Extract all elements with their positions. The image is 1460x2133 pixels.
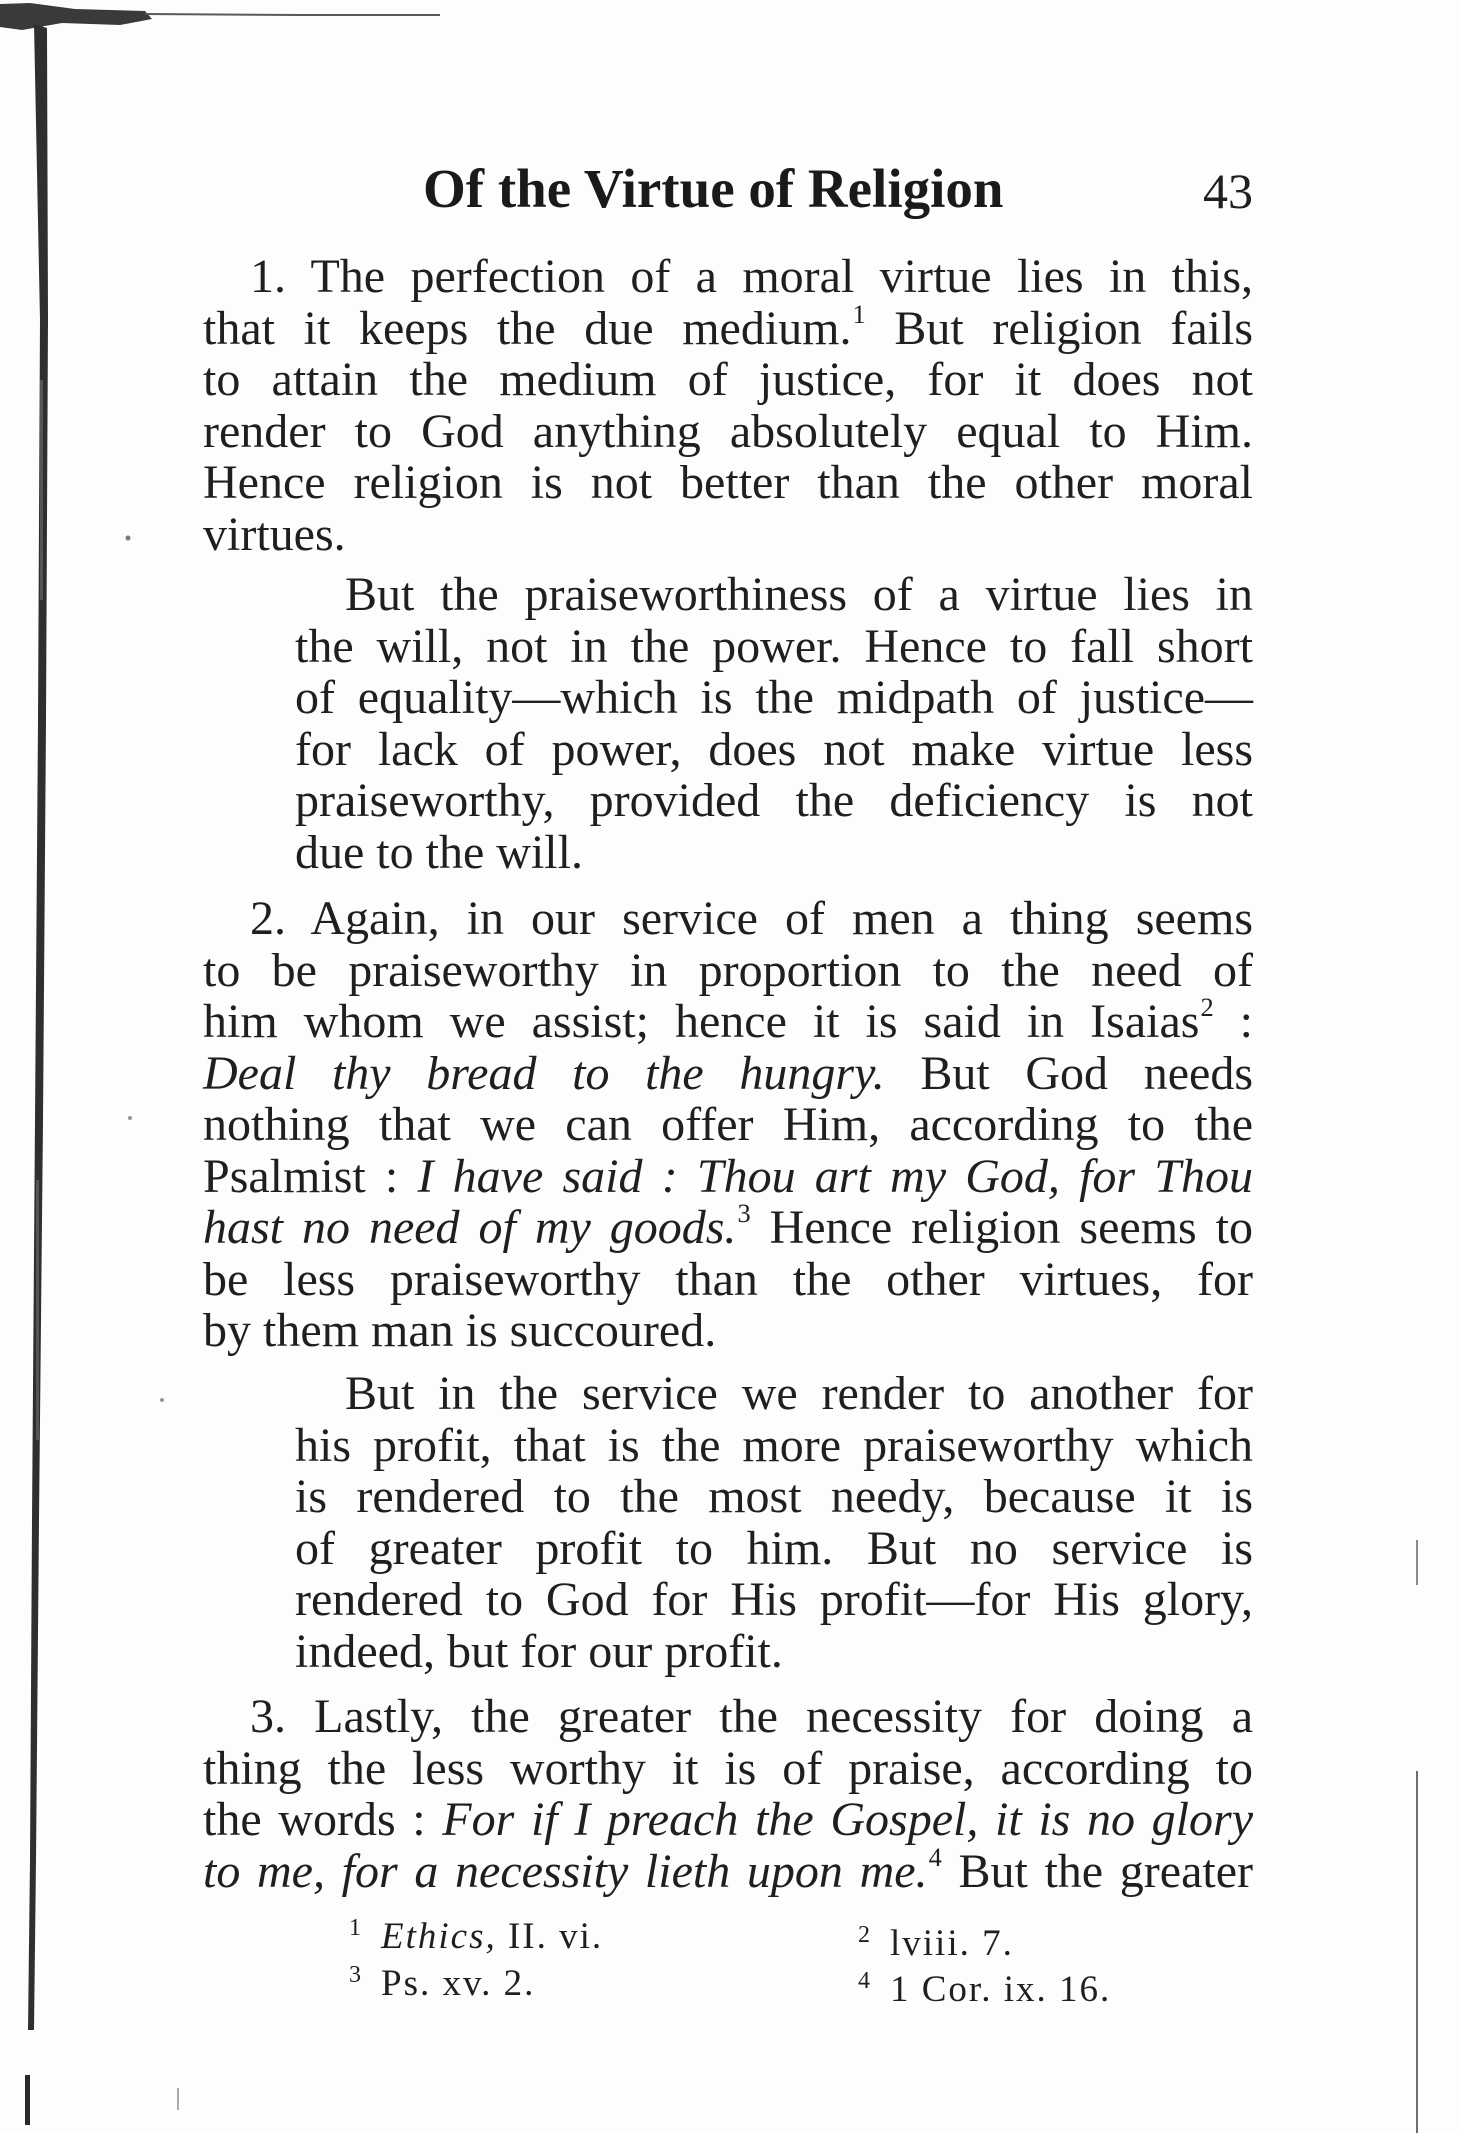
line-text: for lack of power, does not make virtue less [295, 722, 1253, 776]
line-text: 1. The perfection of a moral virtue lies in this, [250, 250, 1253, 303]
line-text: Psalmist : [203, 1149, 418, 1203]
text-line [295, 724, 1253, 776]
footnote-4 [858, 1968, 1111, 2016]
line-text: to attain the medium of justice, for it does not [203, 353, 1253, 406]
footnote-marker: 2 [858, 1922, 870, 1948]
footnote-ref-4: 4 [928, 1841, 942, 1872]
line-text: But religion fails [865, 301, 1253, 355]
scan-speck [177, 2088, 179, 2110]
footnote-1 [349, 1915, 603, 1963]
line-text: thing the less worthy it is of praise, according to [203, 1741, 1253, 1795]
line-text: his profit, that is the more praiseworthy which [295, 1418, 1253, 1472]
edge-line-right [1416, 1771, 1418, 2133]
binding-edge-shadow [40, 380, 43, 600]
text-line [203, 945, 1253, 997]
text-line [295, 1574, 1253, 1626]
reply-2-paragraph [295, 1368, 1253, 1677]
text-line [203, 893, 1253, 945]
line-text: of greater profit to him. But no service is [295, 1521, 1253, 1575]
footnote-marker: 3 [349, 1962, 361, 1988]
line-text: that it keeps the due medium. [203, 301, 852, 355]
line-text: But in the service we render to another for [345, 1367, 1253, 1420]
page-number: 43 [1203, 163, 1253, 219]
text-line [295, 1368, 1253, 1420]
footnote-ref-3: 3 [737, 1198, 751, 1229]
text-line [203, 1691, 1253, 1743]
footnote-text: lviii. 7. [890, 1923, 1014, 1964]
line-text: virtues. [203, 507, 346, 561]
line-text: But the greater [941, 1844, 1253, 1898]
text-line [203, 1305, 1253, 1357]
footnote-3 [349, 1962, 535, 2010]
text-line [203, 1099, 1253, 1151]
text-line [295, 672, 1253, 724]
page-edge-top-corner [0, 3, 152, 30]
italic-quotation: to me, for a necessity lieth upon me. [203, 1844, 928, 1898]
scan-speck [128, 1116, 132, 1120]
italic-quotation: Deal thy bread to the hungry. [203, 1046, 885, 1100]
text-line [295, 827, 1253, 879]
text-line [295, 775, 1253, 827]
footnote-text: 1 Cor. ix. 16. [890, 1969, 1112, 2010]
footnote-2 [858, 1922, 1014, 1970]
line-text: by them man is succoured. [203, 1304, 717, 1357]
line-text: due to the will. [295, 825, 583, 879]
text-line [295, 621, 1253, 673]
line-text: is rendered to the most needy, because it is [295, 1470, 1253, 1523]
binding-edge-shadow [36, 1180, 39, 1440]
text-line [203, 406, 1253, 458]
text-line [203, 509, 1253, 561]
text-line [295, 1626, 1253, 1678]
footnote-text: Ps. xv. 2. [381, 1963, 536, 2004]
line-text: to be praiseworthy in proportion to the need of [203, 943, 1253, 997]
line-text: of equality—which is the midpath of justice— [295, 671, 1253, 724]
text-line [203, 1151, 1253, 1203]
line-text: rendered to God for His profit—for His glory, [295, 1573, 1253, 1626]
line-text: praiseworthy, provided the deficiency is not [295, 774, 1253, 827]
footnote-marker: 4 [858, 1968, 870, 1994]
line-text: indeed, but for our profit. [295, 1624, 783, 1678]
text-line [295, 569, 1253, 621]
reply-1-paragraph [295, 569, 1253, 878]
line-text: be less praiseworthy than the other virtues, for [203, 1252, 1253, 1306]
text-line [203, 1841, 1253, 1898]
footnote-ref-2: 2 [1200, 992, 1214, 1023]
italic-quotation: hast no need of my goods. [203, 1201, 737, 1254]
line-text: nothing that we can offer Him, according to the [203, 1098, 1253, 1151]
scan-speck [126, 536, 131, 541]
italic-quotation: I have said : Thou art my God, for Thou [417, 1149, 1253, 1203]
text-line [295, 1420, 1253, 1472]
italic-quotation: For if I preach the Gospel, it is no glory [442, 1793, 1253, 1846]
text-line [295, 1523, 1253, 1575]
line-text: him whom we assist; hence it is said in Isaias [203, 995, 1200, 1048]
page-edge-top-line [145, 14, 440, 15]
footnote-marker: 1 [349, 1915, 361, 1941]
edge-mark-bottom-left [25, 2075, 30, 2125]
text-line [203, 354, 1253, 406]
footnote-text: Ethics, [381, 1916, 497, 1957]
line-text: Hence religion is not better than the other moral [203, 456, 1253, 509]
line-text: But God needs [884, 1046, 1253, 1100]
line-text: the words : [203, 1793, 443, 1846]
binding-edge-left [28, 24, 48, 2030]
line-text: : [1213, 995, 1253, 1048]
text-line [203, 992, 1253, 1048]
text-line [203, 1198, 1254, 1254]
line-text: 3. Lastly, the greater the necessity for doing a [250, 1690, 1253, 1743]
running-title: Of the Virtue of Religion [423, 158, 1004, 219]
text-line [203, 457, 1253, 509]
objection-3-paragraph [203, 1691, 1253, 1897]
objection-2-paragraph [203, 893, 1253, 1357]
line-text: render to God anything absolutely equal to Him. [203, 404, 1253, 458]
scan-speck [160, 1398, 164, 1402]
text-line [295, 1471, 1253, 1523]
text-line [203, 1048, 1253, 1100]
line-text: the will, not in the power. Hence to fall short [295, 619, 1253, 673]
text-line [203, 1794, 1253, 1846]
text-line [203, 251, 1253, 303]
line-text: Hence religion seems to [750, 1201, 1254, 1254]
line-text: But the praiseworthiness of a virtue lies in [345, 568, 1253, 621]
footnote-text: II. vi. [496, 1916, 604, 1957]
text-line [203, 298, 1253, 355]
line-text: 2. Again, in our service of men a thing seems [250, 892, 1253, 945]
text-line [203, 1254, 1253, 1306]
objection-1-paragraph [203, 251, 1253, 560]
footnote-ref-1: 1 [852, 298, 866, 329]
edge-mark-right [1416, 1540, 1418, 1585]
text-line [203, 1743, 1253, 1795]
